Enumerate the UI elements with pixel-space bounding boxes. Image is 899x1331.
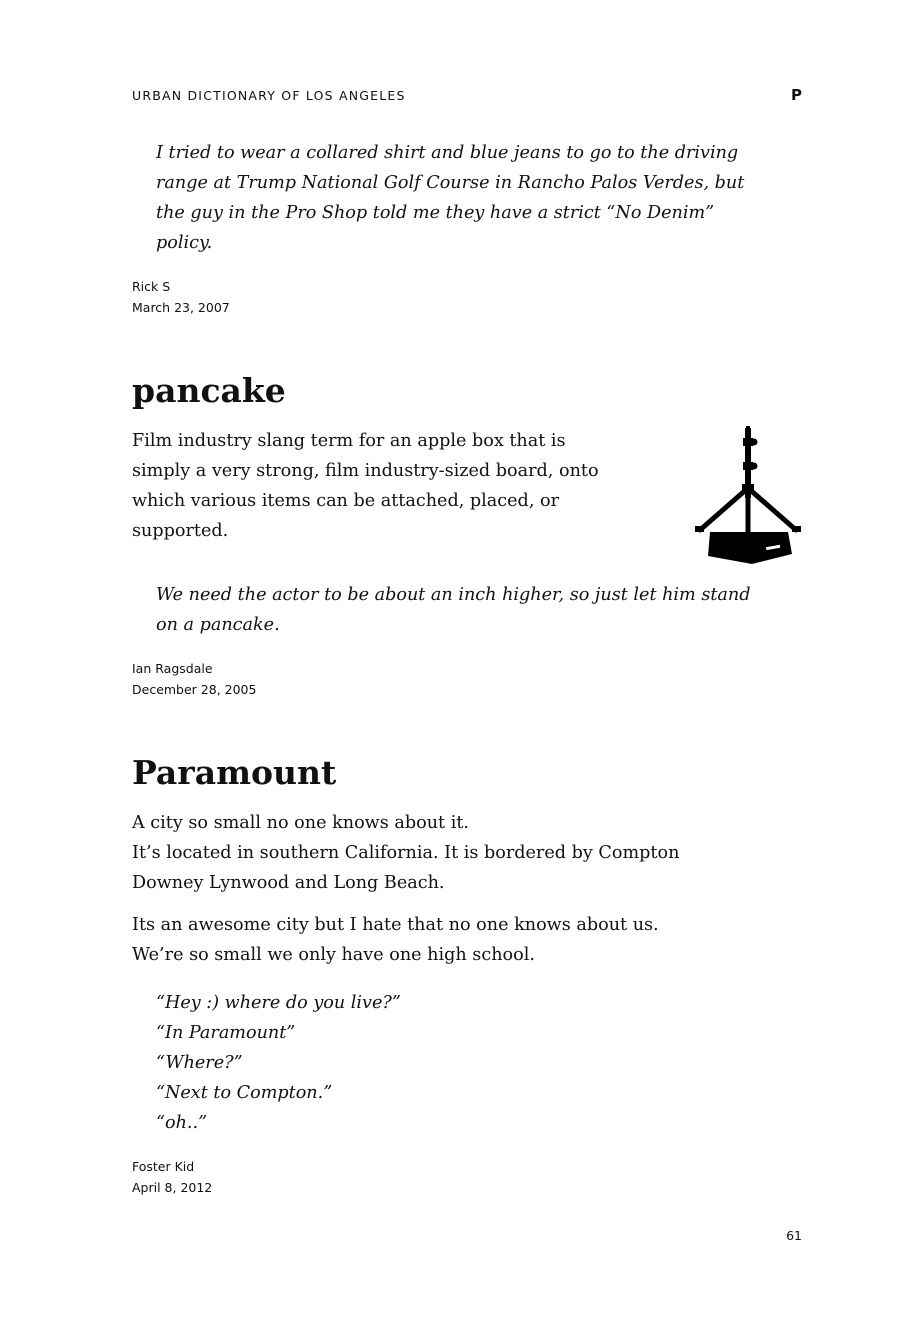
example-quote — [156, 138, 796, 258]
page-number: 61 — [786, 1228, 802, 1243]
byline — [132, 658, 256, 700]
quote-line: I tried to wear a collared shirt and blue jeans to go to the driving — [156, 143, 739, 163]
entry-term: pancake — [132, 371, 286, 410]
example-quote — [156, 580, 796, 640]
entry-definition — [132, 808, 792, 898]
author-name: Ian Ragsdale — [132, 661, 213, 676]
page-header — [132, 88, 802, 108]
author-name: Foster Kid — [132, 1159, 195, 1174]
entry-definition-continued — [132, 910, 792, 970]
entry-date: December 28, 2005 — [132, 682, 257, 697]
definition-line: Film industry slang term for an apple box that is — [132, 431, 566, 451]
example-quote — [156, 988, 796, 1138]
entry-term: Paramount — [132, 753, 337, 792]
definition-line: Its an awesome city but I hate that no one knows about us. — [132, 915, 659, 935]
definition-line: It’s located in southern California. It is bordered by Compton — [132, 843, 680, 863]
entry-date: March 23, 2007 — [132, 300, 230, 315]
quote-line: “oh..” — [156, 1113, 208, 1133]
quote-line: We need the actor to be about an inch higher, so just let him stand — [156, 585, 751, 605]
definition-line: We’re so small we only have one high school. — [132, 945, 535, 965]
entry-definition — [132, 426, 672, 546]
definition-line: A city so small no one knows about it. — [132, 813, 469, 833]
section-letter: P — [791, 86, 802, 104]
entry-date: April 8, 2012 — [132, 1180, 213, 1195]
definition-line: which various items can be attached, placed, or — [132, 491, 560, 511]
definition-line: Downey Lynwood and Long Beach. — [132, 873, 445, 893]
quote-line: policy. — [156, 233, 213, 253]
definition-line: supported. — [132, 521, 229, 541]
quote-line: “In Paramount” — [156, 1023, 296, 1043]
quote-line: on a pancake. — [156, 615, 280, 635]
byline — [132, 1156, 212, 1198]
running-head: URBAN DICTIONARY OF LOS ANGELES — [132, 88, 406, 103]
quote-line: range at Trump National Golf Course in Rancho Palos Verdes, but — [156, 173, 745, 193]
author-name: Rick S — [132, 279, 171, 294]
quote-line: “Hey :) where do you live?” — [156, 993, 401, 1013]
light-stand-icon — [692, 426, 804, 566]
definition-line: simply a very strong, film industry-sized board, onto — [132, 461, 599, 481]
quote-line: “Next to Compton.” — [156, 1083, 333, 1103]
quote-line: “Where?” — [156, 1053, 243, 1073]
byline — [132, 276, 230, 318]
quote-line: the guy in the Pro Shop told me they have a strict “No Denim” — [156, 203, 715, 223]
